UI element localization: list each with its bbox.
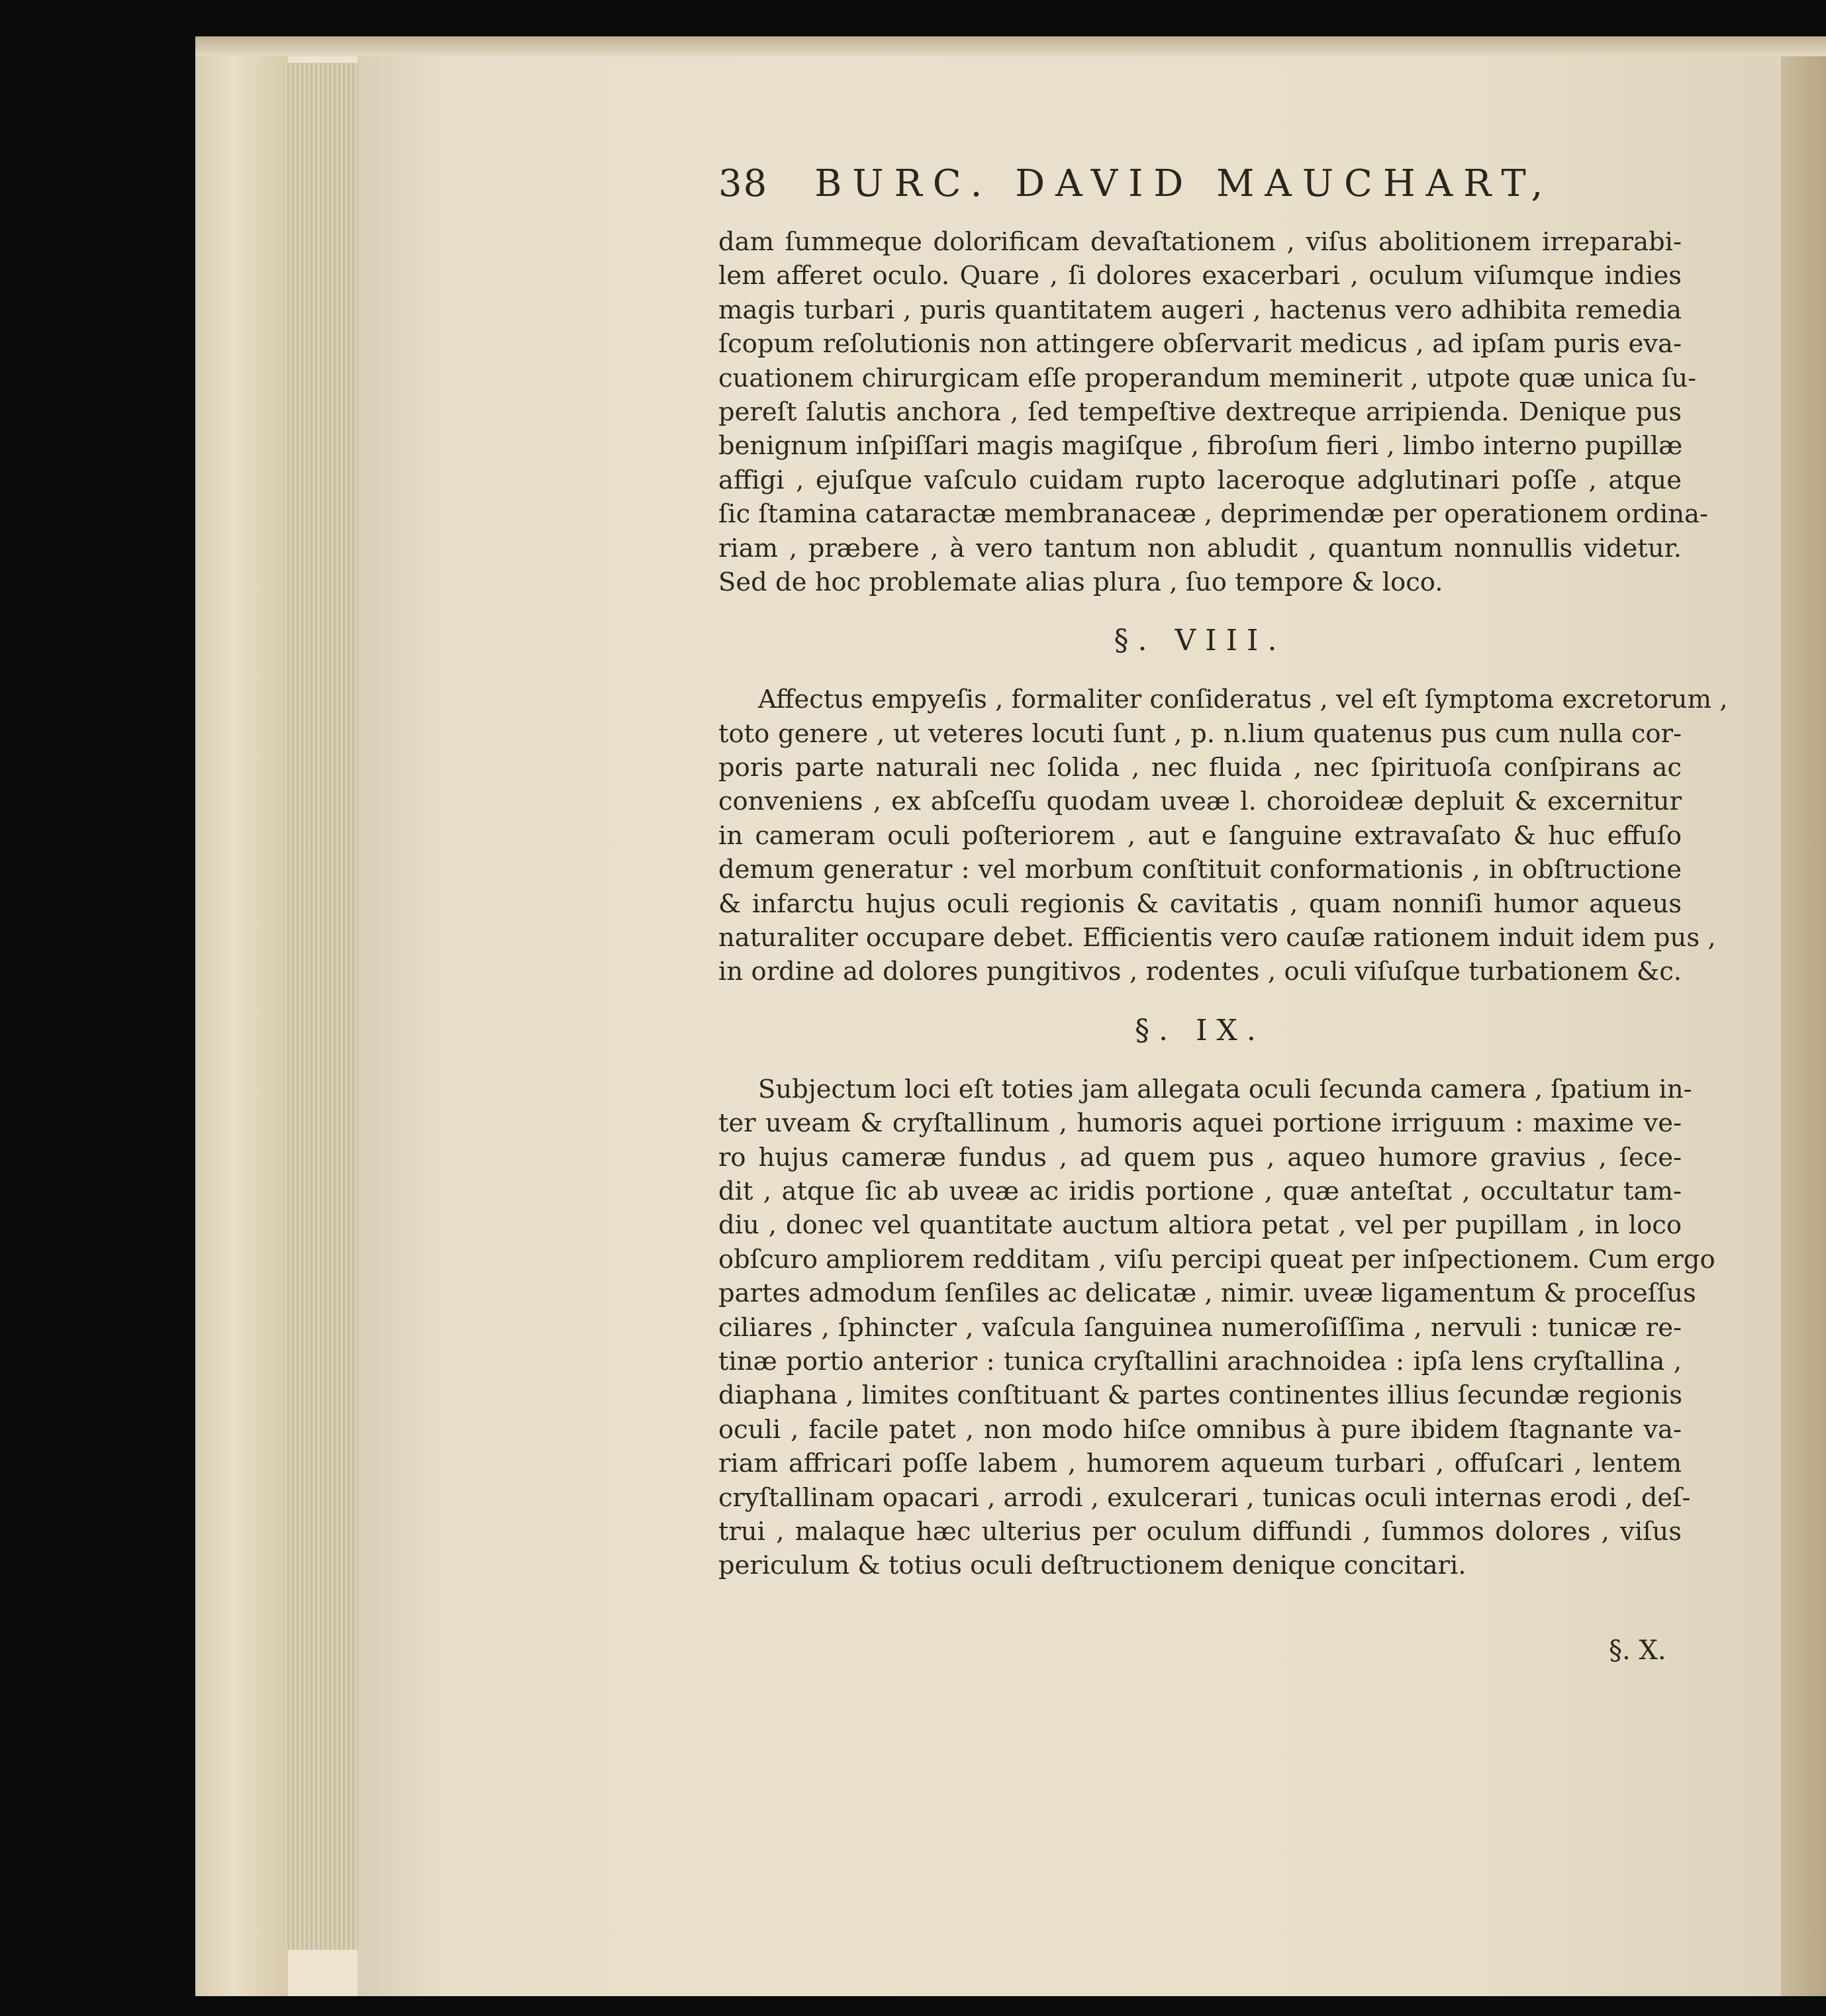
text-line: dam ſummeque dolorificam devaſtationem , viſus abolitionem irreparabi- xyxy=(718,227,1682,257)
paragraph-2 xyxy=(718,683,1728,989)
text-line: diaphana , limites conſtituant & partes continentes illius ſecundæ regionis xyxy=(718,1380,1682,1411)
text-line: riam , præbere , à vero tantum non abludit , quantum nonnullis videtur. xyxy=(718,533,1682,563)
text-line: ter uveam & cryſtallinum , humoris aquei portione irriguum : maxime ve- xyxy=(718,1108,1682,1139)
text-line: ſcopum reſolutionis non attingere obſervarit medicus , ad ipſam puris eva- xyxy=(718,329,1682,360)
text-line: ciliares , ſphincter , vaſcula ſanguinea numeroſiſſima , nervuli : tunicæ re- xyxy=(718,1312,1682,1343)
text-line: partes admodum ſenſiles ac delicatæ , nimir. uveæ ligamentum & proceſſus xyxy=(718,1278,1696,1309)
text-line: demum generatur : vel morbum conſtituit conformationis , in obſtructione xyxy=(718,855,1682,885)
page-number: 38 xyxy=(718,162,769,205)
text-line: obſcuro ampliorem redditam , viſu percipi queat per inſpectionem. Cum ergo xyxy=(718,1244,1715,1274)
book-cover-edge xyxy=(195,36,288,1996)
text-line: affigi , ejuſque vaſculo cuidam rupto laceroque adglutinari poſſe , atque xyxy=(718,465,1682,495)
text-line: trui , malaque hæc ulterius per oculum diffundi , ſummos dolores , viſus xyxy=(718,1516,1682,1547)
body-text xyxy=(718,225,1728,1583)
text-line: lem afferet oculo. Quare , ſi dolores exacerbari , oculum viſumque indies xyxy=(718,261,1682,291)
text-line: tinæ portio anterior : tunica cryſtallini arachnoidea : ipſa lens cryſtallina , xyxy=(718,1346,1682,1376)
text-line: ro hujus cameræ fundus , ad quem pus , aqueo humore gravius , ſece- xyxy=(718,1142,1682,1173)
text-line: Subjectum loci eſt toties jam allegata oculi ſecunda camera , ſpatium in- xyxy=(758,1074,1692,1104)
text-line: conveniens , ex abſceſſu quodam uveæ l. choroideæ depluit & excernitur xyxy=(718,787,1682,817)
text-line: riam affricari poſſe labem , humorem aqueum turbari , offuſcari , lentem xyxy=(718,1449,1682,1479)
text-line: ſic ſtamina cataractæ membranaceæ , deprimendæ per operationem ordina- xyxy=(718,499,1708,530)
paragraph-1 xyxy=(718,225,1708,599)
text-line: benignum inſpiſſari magis magiſque , fibroſum fieri , limbo interno pupillæ xyxy=(718,431,1683,461)
page-edges-stack xyxy=(285,63,358,1950)
text-line: poris parte naturali nec ſolida , nec fluida , nec ſpirituoſa conſpirans ac xyxy=(718,753,1682,783)
text-line: periculum & totius oculi deſtructionem denique concitari. xyxy=(718,1551,1466,1581)
text-line: oculi , facile patet , non modo hiſce omnibus à pure ibidem ſtagnante va- xyxy=(718,1414,1682,1445)
running-head xyxy=(718,162,1554,222)
text-line: & infarctu hujus oculi regionis & cavitatis , quam nonniſi humor aqueus xyxy=(718,888,1682,919)
catchword: §. X. xyxy=(1609,1635,1666,1666)
text-line: Affectus empyeſis , formaliter conſideratus , vel eſt ſymptoma excretorum , xyxy=(758,685,1728,715)
text-line: pereſt ſalutis anchora , ſed tempeſtive dextreque arripienda. Denique pus xyxy=(718,397,1682,427)
text-line: in cameram oculi poſteriorem , aut e ſanguine extravaſato & huc effuſo xyxy=(718,820,1682,851)
text-line: diu , donec vel quantitate auctum altiora petat , vel per pupillam , in loco xyxy=(718,1210,1682,1241)
text-line: toto genere , ut veteres locuti ſunt , p. n.lium quatenus pus cum nulla cor- xyxy=(718,718,1682,749)
running-head-title: BURC. DAVID MAUCHART, xyxy=(814,162,1554,205)
text-line: cuationem chirurgicam eſſe properandum meminerit , utpote quæ unica ſu- xyxy=(718,363,1697,393)
section-heading-ix: §. IX. xyxy=(1135,1013,1265,1047)
text-line: cryſtallinam opacari , arrodi , exulcerari , tunicas oculi internas erodi , deſ- xyxy=(718,1482,1691,1513)
book-top-edge xyxy=(195,36,1826,56)
gutter-fold xyxy=(1781,46,1826,1996)
text-line: magis turbari , puris quantitatem augeri , hactenus vero adhibita remedia xyxy=(718,295,1682,325)
text-line: Sed de hoc problemate alias plura , ſuo tempore & loco. xyxy=(718,567,1443,597)
paragraph-3 xyxy=(718,1073,1715,1583)
section-heading-viii: §. VIII. xyxy=(1114,624,1286,658)
text-line: naturaliter occupare debet. Efficientis vero cauſæ rationem induit idem pus , xyxy=(718,923,1716,953)
text-line: dit , atque ſic ab uveæ ac iridis portione , quæ anteſtat , occultatur tam- xyxy=(718,1176,1682,1206)
text-line: in ordine ad dolores pungitivos , rodentes , oculi viſuſque turbationem &c. xyxy=(718,957,1682,987)
